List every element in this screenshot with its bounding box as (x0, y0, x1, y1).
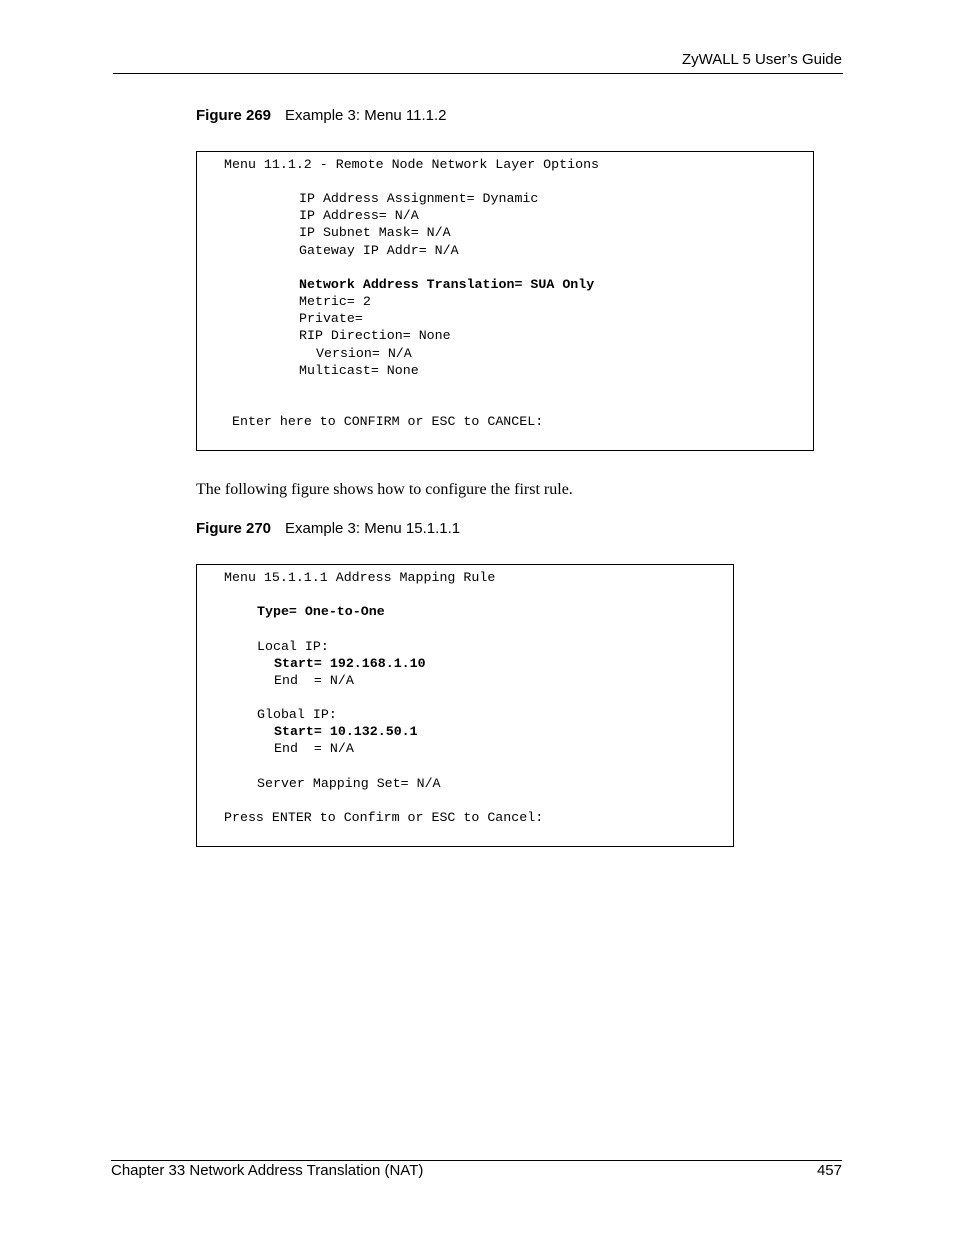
header-divider (113, 73, 843, 74)
subnet-mask-field: IP Subnet Mask= N/A (299, 225, 451, 240)
terminal-menu-11-1-2 (196, 151, 814, 451)
gateway-field: Gateway IP Addr= N/A (299, 243, 459, 258)
ip-address-field: IP Address= N/A (299, 208, 419, 223)
global-end-field: End = N/A (274, 741, 354, 756)
version-field: Version= N/A (316, 346, 412, 361)
server-mapping-field: Server Mapping Set= N/A (257, 776, 441, 791)
figure-269-number: Figure 269 (196, 107, 272, 124)
terminal-menu-15-1-1-1 (196, 564, 734, 847)
multicast-field: Multicast= None (299, 363, 419, 378)
local-ip-label: Local IP: (257, 639, 329, 654)
confirm-prompt: Enter here to CONFIRM or ESC to CANCEL: (232, 414, 544, 429)
running-header-title: ZyWALL 5 User’s Guide (681, 51, 842, 68)
figure-270-caption (196, 520, 460, 537)
private-field: Private= (299, 311, 363, 326)
ip-assignment-field: IP Address Assignment= Dynamic (299, 191, 539, 206)
menu-title: Menu 11.1.2 - Remote Node Network Layer Options (224, 157, 600, 172)
metric-field: Metric= 2 (299, 294, 371, 309)
footer-chapter-title: Chapter 33 Network Address Translation (NAT) (111, 1162, 424, 1179)
local-end-field: End = N/A (274, 673, 354, 688)
local-start-field: Start= 192.168.1.10 (274, 656, 426, 671)
page-number: 457 (816, 1162, 842, 1179)
menu-title: Menu 15.1.1.1 Address Mapping Rule (224, 570, 496, 585)
type-field: Type= One-to-One (257, 604, 385, 619)
body-paragraph: The following figure shows how to configure the first rule. (196, 481, 573, 498)
nat-field: Network Address Translation= SUA Only (299, 277, 595, 292)
confirm-prompt: Press ENTER to Confirm or ESC to Cancel: (224, 810, 544, 825)
rip-direction-field: RIP Direction= None (299, 328, 451, 343)
global-ip-label: Global IP: (257, 707, 337, 722)
footer-divider (111, 1160, 842, 1161)
figure-269-caption (196, 107, 447, 124)
figure-270-title: Example 3: Menu 15.1.1.1 (285, 520, 461, 537)
global-start-field: Start= 10.132.50.1 (274, 724, 418, 739)
figure-269-title: Example 3: Menu 11.1.2 (285, 107, 447, 124)
figure-270-number: Figure 270 (196, 520, 272, 537)
